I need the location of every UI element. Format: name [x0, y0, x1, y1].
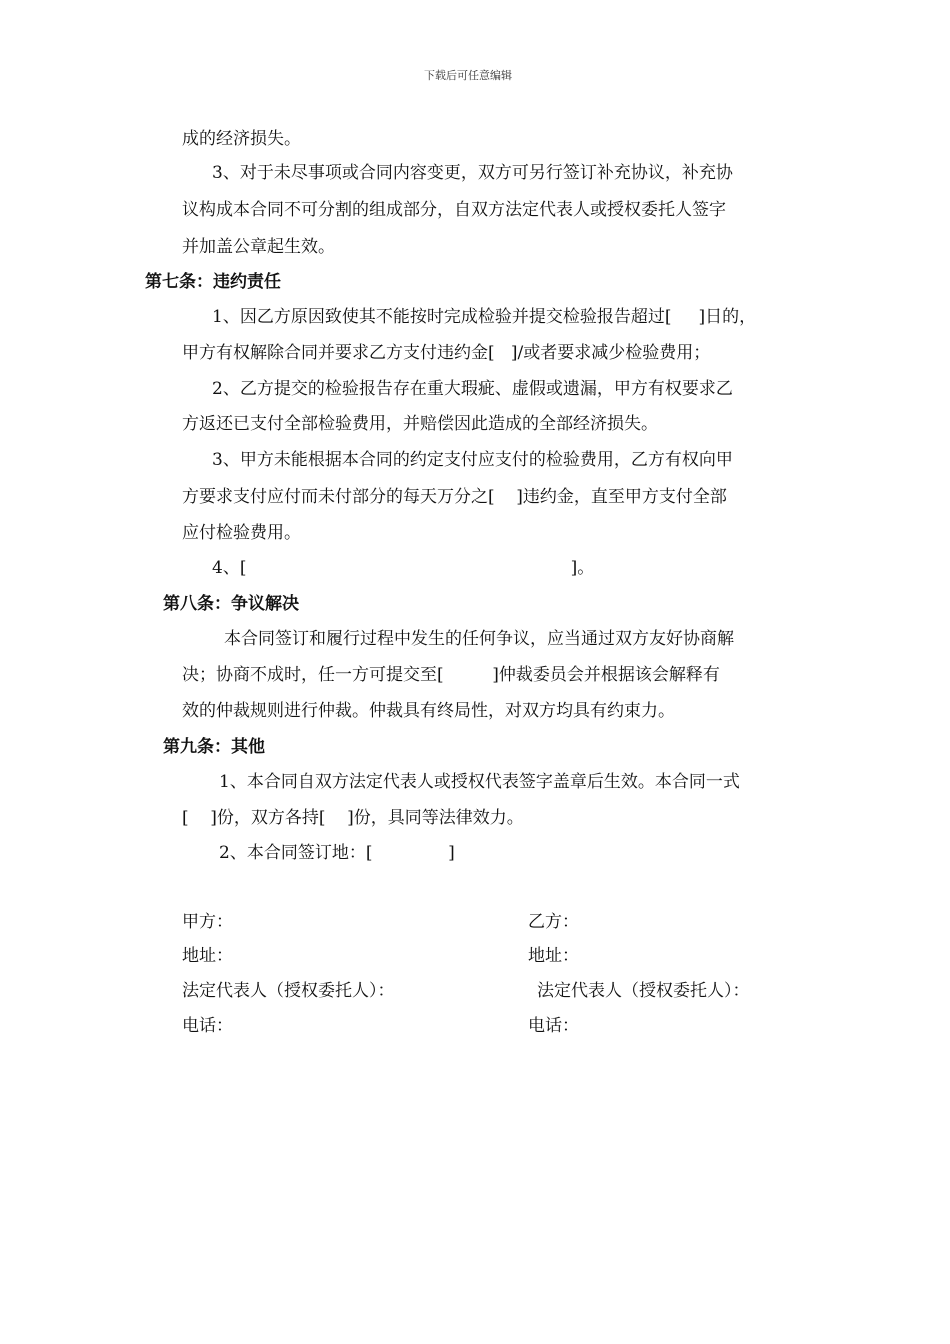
paragraph-line: 议构成本合同不可分割的组成部分，自双方法定代表人或授权委托人签字 [182, 200, 726, 220]
article-7-line: 4、[ ]。 [212, 558, 595, 578]
article-7-title: 第七条：违约责任 [145, 272, 281, 292]
party-a-representative: 法定代表人（授权委托人）： [182, 981, 395, 1001]
paragraph-line: 3、对于未尽事项或合同内容变更，双方可另行签订补充协议，补充协 [212, 163, 733, 183]
party-b-label: 乙方： [528, 912, 579, 932]
article-8-line: 效的仲裁规则进行仲裁。仲裁具有终局性，对双方均具有约束力。 [182, 701, 675, 721]
party-b-representative: 法定代表人（授权委托人）： [537, 981, 750, 1001]
article-7-line: 3、甲方未能根据本合同的约定支付应支付的检验费用，乙方有权向甲 [212, 450, 733, 470]
article-7-line: 2、乙方提交的检验报告存在重大瑕疵、虚假或遗漏，甲方有权要求乙 [212, 379, 733, 399]
article-7-line: 甲方有权解除合同并要求乙方支付违约金[ ]/或者要求减少检验费用； [182, 343, 711, 363]
article-9-line: 1、本合同自双方法定代表人或授权代表签字盖章后生效。本合同一式 [219, 772, 740, 792]
party-a-label: 甲方： [182, 912, 233, 932]
page-header: 下载后可任意编辑 [424, 69, 512, 82]
article-7-line: 方返还已支付全部检验费用，并赔偿因此造成的全部经济损失。 [182, 414, 658, 434]
article-8-line: 决；协商不成时，任一方可提交至[ ]仲裁委员会并根据该会解释有 [182, 665, 720, 685]
party-a-phone: 电话： [182, 1016, 233, 1036]
article-9-line: 2、本合同签订地：[ ] [219, 843, 455, 863]
paragraph-line: 并加盖公章起生效。 [182, 237, 335, 257]
article-9-line: [ ]份，双方各持[ ]份，具同等法律效力。 [182, 808, 524, 828]
article-7-line: 应付检验费用。 [182, 523, 301, 543]
party-b-phone: 电话： [528, 1016, 579, 1036]
article-7-line: 方要求支付应付而未付部分的每天万分之[ ]违约金，直至甲方支付全部 [182, 487, 727, 507]
article-8-line: 本合同签订和履行过程中发生的任何争议，应当通过双方友好协商解 [224, 629, 734, 649]
party-b-address: 地址： [528, 946, 579, 966]
paragraph-line: 成的经济损失。 [182, 129, 301, 149]
article-9-title: 第九条：其他 [163, 737, 265, 757]
article-8-title: 第八条：争议解决 [163, 594, 299, 614]
party-a-address: 地址： [182, 946, 233, 966]
article-7-line: 1、因乙方原因致使其不能按时完成检验并提交检验报告超过[ ]日的， [212, 307, 757, 327]
